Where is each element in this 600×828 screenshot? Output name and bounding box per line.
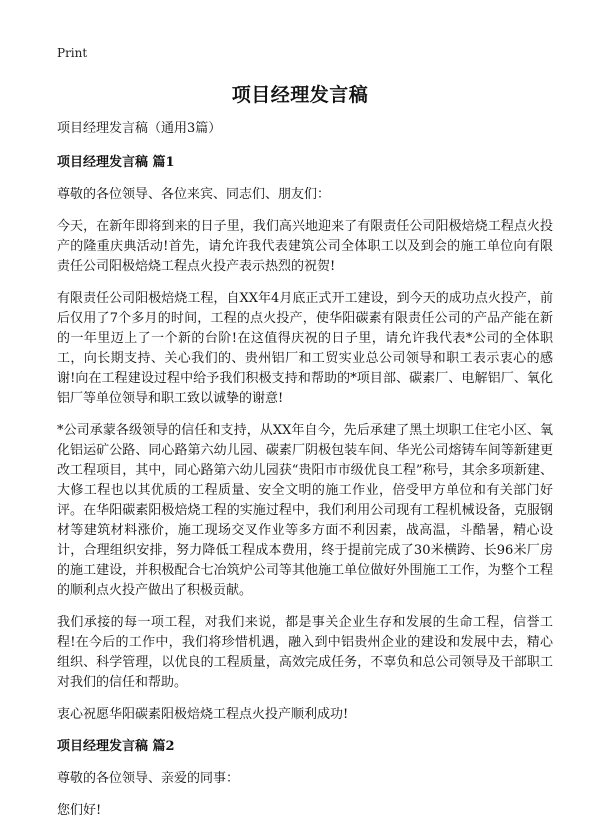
document-subtitle: 项目经理发言稿（通用3篇）	[57, 121, 222, 136]
document-title: 项目经理发言稿	[231, 84, 369, 106]
paragraph: 今天，在新年即将到来的日子里，我们高兴地迎来了有限责任公司阳极焙烧工程点火投产的隆重庆典活动!首先，请允许我代表建筑公司全体职工以及到会的施工单位向有限责任公司阳极焙烧工程点火投产表示热烈的祝贺!	[57, 219, 553, 274]
print-link[interactable]: Print	[57, 46, 88, 60]
section-1	[57, 153, 553, 725]
section-2	[57, 737, 553, 821]
paragraph: 有限责任公司阳极焙烧工程，自XX年4月底正式开工建设，到今天的成功点火投产，前后仅用了7个多月的时间，工程的点火投产，使华阳碳素有限责任公司的产品产能在新的一年里迈上了一个新的台阶!在这值得庆祝的日子里，请允许我代表*公司的全体职工，向长期支持、关心我们的、贵州铝厂和工贸实业总公司领导和职工表示衷心的感谢!向在工程建设过程中给予我们积极支持和帮助的*项目部、碳素厂、电解铝厂、氧化铝厂等单位领导和职工致以诚挚的谢意!	[57, 291, 553, 406]
section-heading: 项目经理发言稿 篇1	[57, 155, 175, 170]
paragraph: *公司承蒙各级领导的信任和支持，从XX年自今，先后承建了黑土坝职工住宅小区、氧化铝运矿公路、同心路第六幼儿园、碳素厂阴极包装车间、华光公司熔铸车间等新建更改工程项目，其中，同心路第六幼儿园获“贵阳市市级优良工程”称号，其余多项新建、大修工程也以其优质的工程质量、安全文明的施工作业，倍受甲方单位和有关部门好评。在华阳碳素阳极焙烧工程的实施过程中，我们利用公司现有工程机械设备，克服钢材等建筑材料涨价，施工现场交叉作业等多方面不利因素，战高温，斗酷暑，精心设计，合理组织安排，努力降低工程成本费用，终于提前完成了30米横跨、长96米厂房的施工建设，并积极配合七冶筑炉公司等其他施工单位做好外围施工工作，为整个工程的顺利点火投产做出了积极贡献。	[57, 423, 553, 598]
paragraph-greeting: 您们好!	[57, 803, 102, 818]
paragraph: 我们承接的每一项工程，对我们来说，都是事关企业生存和发展的生命工程，信誉工程!在今后的工作中，我们将珍惜机遇，融入到中铝贵州企业的建设和发展中去，精心组织、科学管理，以优良的工程质量，高效完成任务，不辜负和总公司领导及干部职工对我们的信任和帮助。	[57, 615, 553, 690]
paragraph-closing: 衷心祝愿华阳碳素阳极焙烧工程点火投产顺利成功!	[57, 707, 349, 722]
paragraph-salutation: 尊敬的各位领导、各位来宾、同志们、朋友们：	[57, 187, 331, 202]
paragraph-salutation: 尊敬的各位领导、亲爱的同事：	[57, 771, 240, 786]
document-body	[57, 119, 553, 828]
section-heading: 项目经理发言稿 篇2	[57, 739, 175, 754]
